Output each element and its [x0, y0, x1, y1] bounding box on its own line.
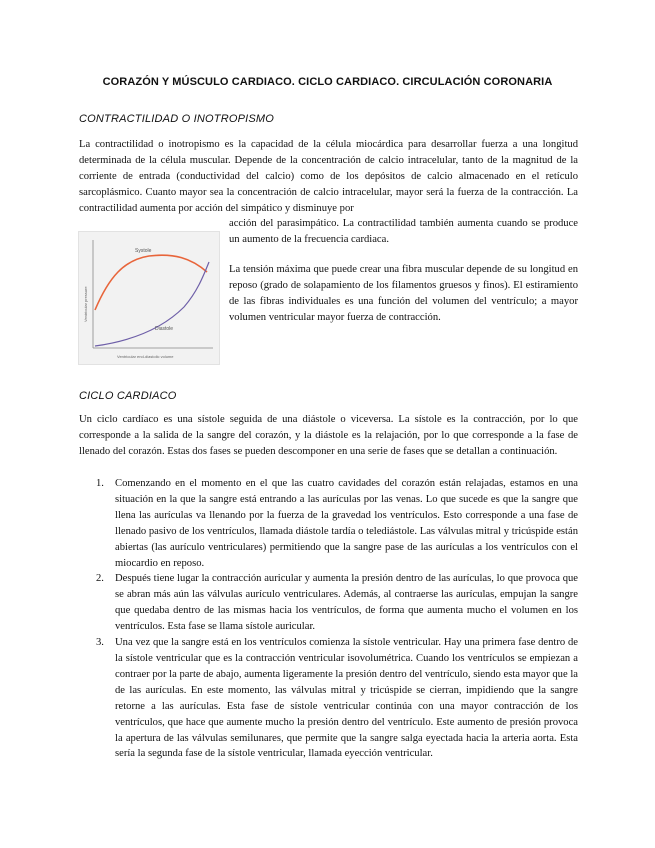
paragraph-ciclo-intro: Un ciclo cardíaco es una sístole seguida de una diástole o viceversa. La sístole es la contracción, por lo que corresponde a la salida de la sangre del corazón, y la diástole es la relajación, por lo que corresponde a la fase de llenado del corazón. Estas dos fases se pueden descomponer en una serie de fases que se detallan a continuación. [79, 414, 578, 457]
pressure-volume-chart [79, 232, 219, 364]
list-item-number: 3. [96, 637, 104, 649]
list-item-text: Comenzando en el momento en el que las cuatro cavidades del corazón están relajadas, estamos en una situación en la que la sangre está entrando a las aurículas por las venas. Lo que sucede es que la sangre que llena las aurículas va llenando por la fuerza de la gravedad los ventrículos. Esto corresponde a una fase de llenado pasivo de los ventrículos, llamada diástole tardía o telediástole. Las válvulas mitral y tricúspide están abiertas (las aurículo ventriculares) permitiendo que la sangre pase de las aurículas a los ventrículos con el miocardio en reposo. [115, 478, 578, 569]
diastole-curve [95, 262, 209, 346]
diastole-label: Diastole [155, 326, 174, 332]
paragraph-tension-maxima: La tensión máxima que puede crear una fibra muscular depende de su longitud en reposo (grado de solapamiento de los filamentos gruesos y finos). El estiramiento de las fibras individuales es una función del volumen del ventrículo; a mayor volumen ventricular mayor fuerza de contracción. [229, 264, 578, 323]
section-heading-contractilidad: CONTRACTILIDAD O INOTROPISMO [79, 113, 275, 125]
systole-label: Systole [135, 248, 152, 254]
list-item-text: Una vez que la sangre está en los ventrículos comienza la sístole ventricular. Hay una primera fase dentro de la sístole ventricular que es la contracción ventricular isovolumétrica. Cuando los ventrículos se empiezan a contraer por la parte de abajo, aumenta ligeramente la presión dentro del ventrículo, siendo esta mayor que la de las aurículas. En este momento, las válvulas mitral y tricúspide se cierran, impidiendo que la sangre retorne a las aurículas. Esta fase de sístole ventricular continúa con una mayor contracción de los ventrículos, que hace que aumente mucho la presión dentro del ventrículo. Este aumento de presión provoca la apertura de las válvulas semilunares, que permite que la sangre salga eyectada hacia la arteria aorta. Esta sería la segunda fase de la sístole ventricular, llamada eyección ventricular. [115, 637, 578, 760]
paragraph-contractilidad: La contractilidad o inotropismo es la capacidad de la célula miocárdica para desarrollar fuerza a una longitud determinada de la célula muscular. Depende de la concentración de calcio intracelular, tanto de la magnitud de la corriente de entrada (conductividad del calcio) como de los depósitos de calcio almacenado en el retículo sarcoplásmico. Cuanto mayor sea la concentración de calcio intracelular, mayor será la fuerza de la contracción. La contractilidad aumenta por acción del simpático y disminuye por [79, 139, 578, 214]
y-axis-label: Ventricular pressure [83, 286, 88, 322]
list-item [79, 571, 578, 635]
paragraph-contractilidad-continued: acción del parasimpático. La contractilidad también aumenta cuando se produce un aumento de la frecuencia cardiaca. [229, 218, 578, 245]
x-axis-label: Ventricular end-diastolic volume [117, 354, 174, 359]
document-title: CORAZÓN Y MÚSCULO CARDIACO. CICLO CARDIACO. CIRCULACIÓN CORONARIA [102, 76, 553, 88]
systole-curve [95, 255, 207, 310]
list-item-text: Después tiene lugar la contracción auricular y aumenta la presión dentro de las aurículas, lo que provoca que se abran más aún las válvulas aurículo ventriculares. Además, al contraerse las aurículas, empujan la sangre que quedaba dentro de las mismas hacia los ventrículos, de forma que aumenta mucho el volumen en los ventrículos. Esta fase se llama sístole auricular. [115, 573, 578, 633]
list-item-number: 1. [96, 478, 104, 489]
cardiac-cycle-steps [79, 476, 578, 762]
section-heading-ciclo-cardiaco: CICLO CARDIACO [79, 390, 177, 402]
list-item-number: 2. [96, 573, 104, 585]
list-item [79, 476, 578, 571]
list-item [79, 635, 578, 762]
pressure-volume-figure [78, 231, 220, 365]
